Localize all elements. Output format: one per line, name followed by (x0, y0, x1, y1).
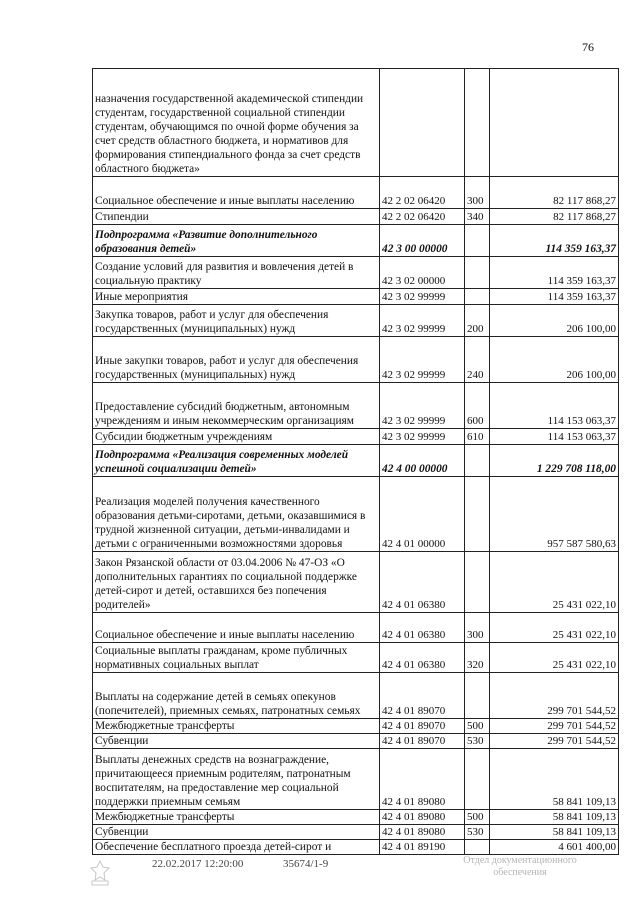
row-name: Подпрограмма «Развитие дополнительного образования детей» (93, 225, 380, 257)
row-type: 610 (465, 429, 490, 445)
row-amount: 206 100,00 (490, 305, 619, 337)
row-amount: 58 841 109,13 (490, 825, 619, 840)
row-amount: 25 431 022,10 (490, 643, 619, 673)
table-row (93, 613, 619, 643)
table-row (93, 552, 619, 613)
row-code: 42 4 01 00000 (380, 477, 465, 552)
row-type (465, 749, 490, 810)
row-amount: 114 359 163,37 (490, 225, 619, 257)
row-code: 42 4 01 89190 (380, 840, 465, 855)
row-name: Закупка товаров, работ и услуг для обеспечения государственных (муниципальных) нужд (93, 305, 380, 337)
row-type (465, 257, 490, 289)
row-name: Подпрограмма «Реализация современных моделей успешной социализации детей» (93, 445, 380, 477)
row-code: 42 3 02 99999 (380, 289, 465, 305)
stamp-line: Отдел документационного (463, 855, 577, 866)
row-code: 42 4 01 89080 (380, 825, 465, 840)
row-code: 42 4 00 00000 (380, 445, 465, 477)
row-name: Иные мероприятия (93, 289, 380, 305)
row-amount: 25 431 022,10 (490, 613, 619, 643)
row-code: 42 3 02 99999 (380, 429, 465, 445)
row-amount: 114 359 163,37 (490, 289, 619, 305)
row-code: 42 3 02 99999 (380, 383, 465, 429)
row-name: Межбюджетные трансферты (93, 810, 380, 825)
table-row (93, 257, 619, 289)
row-amount: 58 841 109,13 (490, 749, 619, 810)
registration-stamp (455, 855, 585, 879)
table-row (93, 477, 619, 552)
row-name: Предоставление субсидий бюджетным, автономным учреждениям и иным некоммерческим организациям (93, 383, 380, 429)
table-row (93, 177, 619, 209)
table-row (93, 734, 619, 749)
row-name: Обеспечение бесплатного проезда детей-сирот и (93, 840, 380, 855)
row-code: 42 4 01 89070 (380, 734, 465, 749)
table-row (93, 810, 619, 825)
row-code: 42 4 01 89080 (380, 810, 465, 825)
row-name: Выплаты денежных средств на вознаграждение, причитающееся приемным родителям, патронатным воспитателям, на предоставление мер социальной поддержки приемным семьям (93, 749, 380, 810)
row-code: 42 4 01 06380 (380, 643, 465, 673)
row-amount: 114 153 063,37 (490, 383, 619, 429)
row-code: 42 3 02 99999 (380, 305, 465, 337)
row-type: 200 (465, 305, 490, 337)
table-row (93, 840, 619, 855)
row-name: Закон Рязанской области от 03.04.2006 № 47-ОЗ «О дополнительных гарантиях по социальной поддержке детей-сирот и детей, оставшихся без попечения родителей» (93, 552, 380, 613)
row-amount: 1 229 708 118,00 (490, 445, 619, 477)
row-type: 500 (465, 810, 490, 825)
row-amount: 82 117 868,27 (490, 177, 619, 209)
page-number: 76 (582, 40, 594, 54)
row-type (465, 445, 490, 477)
row-amount: 58 841 109,13 (490, 810, 619, 825)
table-row (93, 69, 619, 177)
row-name: Социальное обеспечение и иные выплаты населению (93, 613, 380, 643)
table-row (93, 673, 619, 719)
row-type: 320 (465, 643, 490, 673)
row-type (465, 477, 490, 552)
row-name: Межбюджетные трансферты (93, 719, 380, 734)
row-amount: 206 100,00 (490, 337, 619, 383)
row-code: 42 4 01 89080 (380, 749, 465, 810)
row-amount: 25 431 022,10 (490, 552, 619, 613)
row-type (465, 840, 490, 855)
table-row (93, 749, 619, 810)
row-type (465, 673, 490, 719)
row-type (465, 69, 490, 177)
footer-date: 22.02.2017 12:20:00 (152, 858, 244, 870)
table-row (93, 209, 619, 225)
emblem-icon (86, 858, 114, 888)
table-row (93, 429, 619, 445)
row-type: 530 (465, 734, 490, 749)
row-amount: 957 587 580,63 (490, 477, 619, 552)
row-type (465, 225, 490, 257)
row-code: 42 4 01 06380 (380, 613, 465, 643)
row-code: 42 3 02 00000 (380, 257, 465, 289)
row-type: 340 (465, 209, 490, 225)
row-amount: 114 359 163,37 (490, 257, 619, 289)
table-row (93, 445, 619, 477)
row-name: Выплаты на содержание детей в семьях опекунов (попечителей), приемных семьях, патронатных семьях (93, 673, 380, 719)
row-code: 42 4 01 06380 (380, 552, 465, 613)
row-name: Создание условий для развития и вовлечения детей в социальную практику (93, 257, 380, 289)
row-name: Субвенции (93, 734, 380, 749)
table-row (93, 305, 619, 337)
table-row (93, 825, 619, 840)
row-code: 42 3 00 00000 (380, 225, 465, 257)
table-row (93, 225, 619, 257)
row-type: 530 (465, 825, 490, 840)
budget-table (92, 68, 619, 855)
row-code: 42 4 01 89070 (380, 719, 465, 734)
row-amount: 299 701 544,52 (490, 719, 619, 734)
row-name: назначения государственной академической стипендии студентам, государственной социальной стипендии студентам, обучающимся по очной форме обучения за счет средств областного бюджета, и нормативов для формирования стипендиального фонда за счет средств областного бюджета» (93, 69, 380, 177)
row-type: 300 (465, 177, 490, 209)
table-row (93, 289, 619, 305)
row-name: Иные закупки товаров, работ и услуг для обеспечения государственных (муниципальных) нужд (93, 337, 380, 383)
row-code: 42 2 02 06420 (380, 177, 465, 209)
stamp-line: обеспечения (493, 867, 547, 878)
row-name: Социальное обеспечение и иные выплаты населению (93, 177, 380, 209)
row-type: 600 (465, 383, 490, 429)
row-type: 500 (465, 719, 490, 734)
row-code: 42 4 01 89070 (380, 673, 465, 719)
row-amount (490, 69, 619, 177)
row-name: Субвенции (93, 825, 380, 840)
row-code: 42 3 02 99999 (380, 337, 465, 383)
row-name: Социальные выплаты гражданам, кроме публичных нормативных социальных выплат (93, 643, 380, 673)
row-code: 42 2 02 06420 (380, 209, 465, 225)
row-amount: 114 153 063,37 (490, 429, 619, 445)
row-type (465, 552, 490, 613)
row-amount: 299 701 544,52 (490, 673, 619, 719)
table-row (93, 337, 619, 383)
row-amount: 299 701 544,52 (490, 734, 619, 749)
row-name: Реализация моделей получения качественного образования детьми-сиротами, детьми, оказавшимися в трудной жизненной ситуации, детьми-инвалидами и детьми с ограниченными возможностями здоровья (93, 477, 380, 552)
table-row (93, 383, 619, 429)
row-type: 300 (465, 613, 490, 643)
table-row (93, 643, 619, 673)
row-amount: 4 601 400,00 (490, 840, 619, 855)
row-amount: 82 117 868,27 (490, 209, 619, 225)
row-name: Стипендии (93, 209, 380, 225)
table-row (93, 719, 619, 734)
row-type (465, 289, 490, 305)
row-name: Субсидии бюджетным учреждениям (93, 429, 380, 445)
footer-doc-id: 35674/1-9 (283, 858, 329, 870)
row-code (380, 69, 465, 177)
row-type: 240 (465, 337, 490, 383)
